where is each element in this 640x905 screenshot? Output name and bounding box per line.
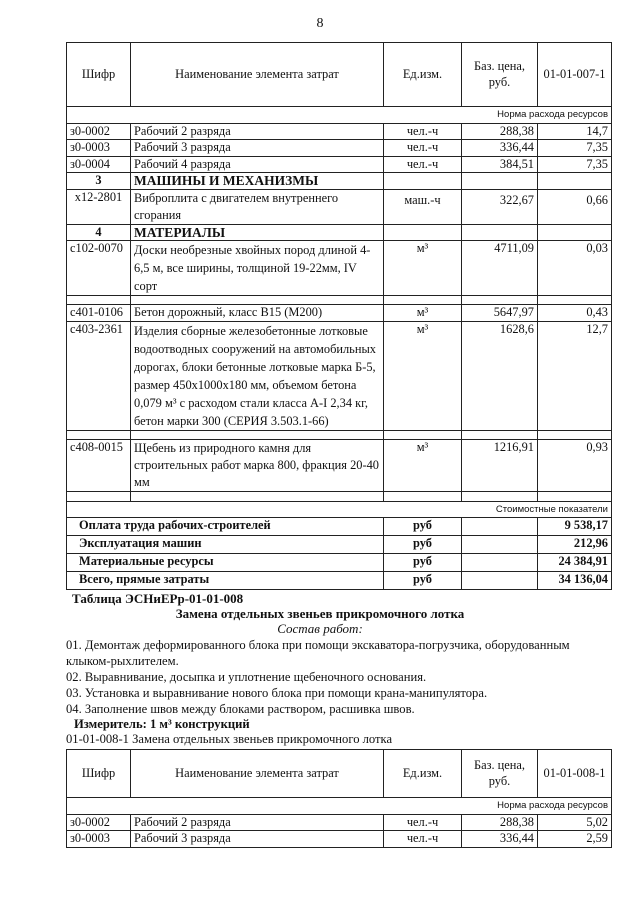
work-item: 03. Установка и выравнивание нового блока при помощи крана-манипулятора. <box>66 686 488 700</box>
table-row <box>67 321 612 430</box>
row-unit: м³ <box>384 439 462 491</box>
resource-table-01-01-007 <box>66 42 612 590</box>
row-price: 1216,91 <box>462 439 538 491</box>
cost-row <box>67 518 612 536</box>
row-price: 1628,6 <box>462 321 538 430</box>
table-header-row <box>67 43 612 107</box>
section-number: 3 <box>67 173 131 190</box>
header-name: Наименование элемента затрат <box>131 43 384 107</box>
row-price: 5647,97 <box>462 305 538 322</box>
norm-label-row <box>67 798 612 815</box>
row-unit: м³ <box>384 321 462 430</box>
table-row <box>67 140 612 157</box>
header-name: Наименование элемента затрат <box>131 750 384 798</box>
item-line: 01-01-008-1 Замена отдельных звеньев прикромочного лотка <box>66 732 393 746</box>
row-code: з0-0003 <box>67 831 131 848</box>
row-qty: 0,43 <box>538 305 612 322</box>
header-code: Шифр <box>67 750 131 798</box>
work-item: 04. Заполнение швов между блоками раствором, расшивка швов. <box>66 702 415 716</box>
row-code: з0-0002 <box>67 123 131 140</box>
cost-name: Оплата труда рабочих-строителей <box>67 518 384 536</box>
row-qty: 12,7 <box>538 321 612 430</box>
cost-value: 34 136,04 <box>538 572 612 590</box>
table-row <box>67 439 612 491</box>
row-unit: чел.-ч <box>384 814 462 831</box>
row-unit: чел.-ч <box>384 140 462 157</box>
cost-unit: руб <box>384 518 462 536</box>
page-number: 8 <box>316 16 324 31</box>
row-qty: 2,59 <box>538 831 612 848</box>
row-name: Рабочий 2 разряда <box>131 814 384 831</box>
row-code: з0-0002 <box>67 814 131 831</box>
section-title: МАТЕРИАЛЫ <box>131 224 384 241</box>
row-unit: м³ <box>384 305 462 322</box>
row-price: 288,38 <box>462 814 538 831</box>
row-name: Рабочий 3 разряда <box>131 140 384 157</box>
row-price: 336,44 <box>462 140 538 157</box>
cost-unit: руб <box>384 536 462 554</box>
work-item: 01. Демонтаж деформированного блока при помощи экскаватора-погрузчика, оборудованным <box>66 638 570 652</box>
row-price: 322,67 <box>462 189 538 224</box>
row-name: Щебень из природного камня для строительных работ марка 800, фракция 20-40 мм <box>131 439 384 491</box>
cost-row <box>67 536 612 554</box>
row-qty: 14,7 <box>538 123 612 140</box>
cost-value: 9 538,17 <box>538 518 612 536</box>
header-code: Шифр <box>67 43 131 107</box>
row-price: 384,51 <box>462 156 538 173</box>
work-heading: Состав работ: <box>277 621 363 636</box>
table-header-row <box>67 750 612 798</box>
meter-line: Измеритель: 1 м³ конструкций <box>74 717 250 731</box>
section-header-row <box>67 173 612 190</box>
table-row <box>67 814 612 831</box>
row-price: 288,38 <box>462 123 538 140</box>
row-name: Бетон дорожный, класс B15 (M200) <box>131 305 384 322</box>
row-code: х12-2801 <box>67 189 131 224</box>
row-qty: 0,66 <box>538 189 612 224</box>
table-row <box>67 189 612 224</box>
table-row <box>67 241 612 296</box>
cost-name: Материальные ресурсы <box>67 554 384 572</box>
header-unit: Ед.изм. <box>384 43 462 107</box>
row-unit: чел.-ч <box>384 831 462 848</box>
cost-row <box>67 554 612 572</box>
row-unit: маш.-ч <box>384 189 462 224</box>
norm-label: Норма расхода ресурсов <box>67 107 612 124</box>
row-qty: 7,35 <box>538 140 612 157</box>
cost-value: 24 384,91 <box>538 554 612 572</box>
cost-name: Эксплуатация машин <box>67 536 384 554</box>
row-unit: чел.-ч <box>384 123 462 140</box>
row-code: с401-0106 <box>67 305 131 322</box>
table-row <box>67 831 612 848</box>
header-price: Баз. цена, руб. <box>462 750 538 798</box>
row-code: с403-2361 <box>67 321 131 430</box>
work-item: клыком-рыхлителем. <box>66 654 179 668</box>
header-ref: 01-01-007-1 <box>538 43 612 107</box>
row-qty: 0,93 <box>538 439 612 491</box>
header-price: Баз. цена, руб. <box>462 43 538 107</box>
section-header-row <box>67 224 612 241</box>
row-qty: 5,02 <box>538 814 612 831</box>
row-name: Рабочий 4 разряда <box>131 156 384 173</box>
row-code: с408-0015 <box>67 439 131 491</box>
row-qty: 7,35 <box>538 156 612 173</box>
table-row <box>67 123 612 140</box>
table-row <box>67 305 612 322</box>
row-code: з0-0004 <box>67 156 131 173</box>
section-title: Замена отдельных звеньев прикромочного лотка <box>175 606 465 621</box>
row-name: Рабочий 3 разряда <box>131 831 384 848</box>
cost-unit: руб <box>384 554 462 572</box>
table-caption: Таблица ЭСНиЕРр-01-01-008 <box>72 591 244 606</box>
row-code: с102-0070 <box>67 241 131 296</box>
norm-label-row <box>67 107 612 124</box>
work-item: 02. Выравнивание, досыпка и уплотнение щебеночного основания. <box>66 670 427 684</box>
cost-label: Стоимостные показатели <box>67 501 612 518</box>
row-name: Доски необрезные хвойных пород длиной 4-6,5 м, все ширины, толщиной 19-22мм, IV сорт <box>131 241 384 296</box>
table-row <box>67 156 612 173</box>
cost-label-row <box>67 501 612 518</box>
norm-label: Норма расхода ресурсов <box>67 798 612 815</box>
cost-name: Всего, прямые затраты <box>67 572 384 590</box>
section-title: МАШИНЫ И МЕХАНИЗМЫ <box>131 173 384 190</box>
row-unit: м³ <box>384 241 462 296</box>
cost-row <box>67 572 612 590</box>
row-unit: чел.-ч <box>384 156 462 173</box>
row-name: Рабочий 2 разряда <box>131 123 384 140</box>
row-qty: 0,03 <box>538 241 612 296</box>
resource-table-01-01-008 <box>66 749 612 848</box>
row-price: 4711,09 <box>462 241 538 296</box>
row-name: Виброплита с двигателем внутреннего сгорания <box>131 189 384 224</box>
header-unit: Ед.изм. <box>384 750 462 798</box>
cost-value: 212,96 <box>538 536 612 554</box>
cost-unit: руб <box>384 572 462 590</box>
row-code: з0-0003 <box>67 140 131 157</box>
header-ref: 01-01-008-1 <box>538 750 612 798</box>
row-name: Изделия сборные железобетонные лотковые водоотводных сооружений на автомобильных дорогах, блоки бетонные лотковые марка Б-5, размер 450х1000х180 мм, объемом бетона 0,079 м³ с расходом стали класса А-I 2,34 кг, бетон марки 300 (СЕРИЯ 3.503.1-66) <box>131 321 384 430</box>
row-price: 336,44 <box>462 831 538 848</box>
section-number: 4 <box>67 224 131 241</box>
